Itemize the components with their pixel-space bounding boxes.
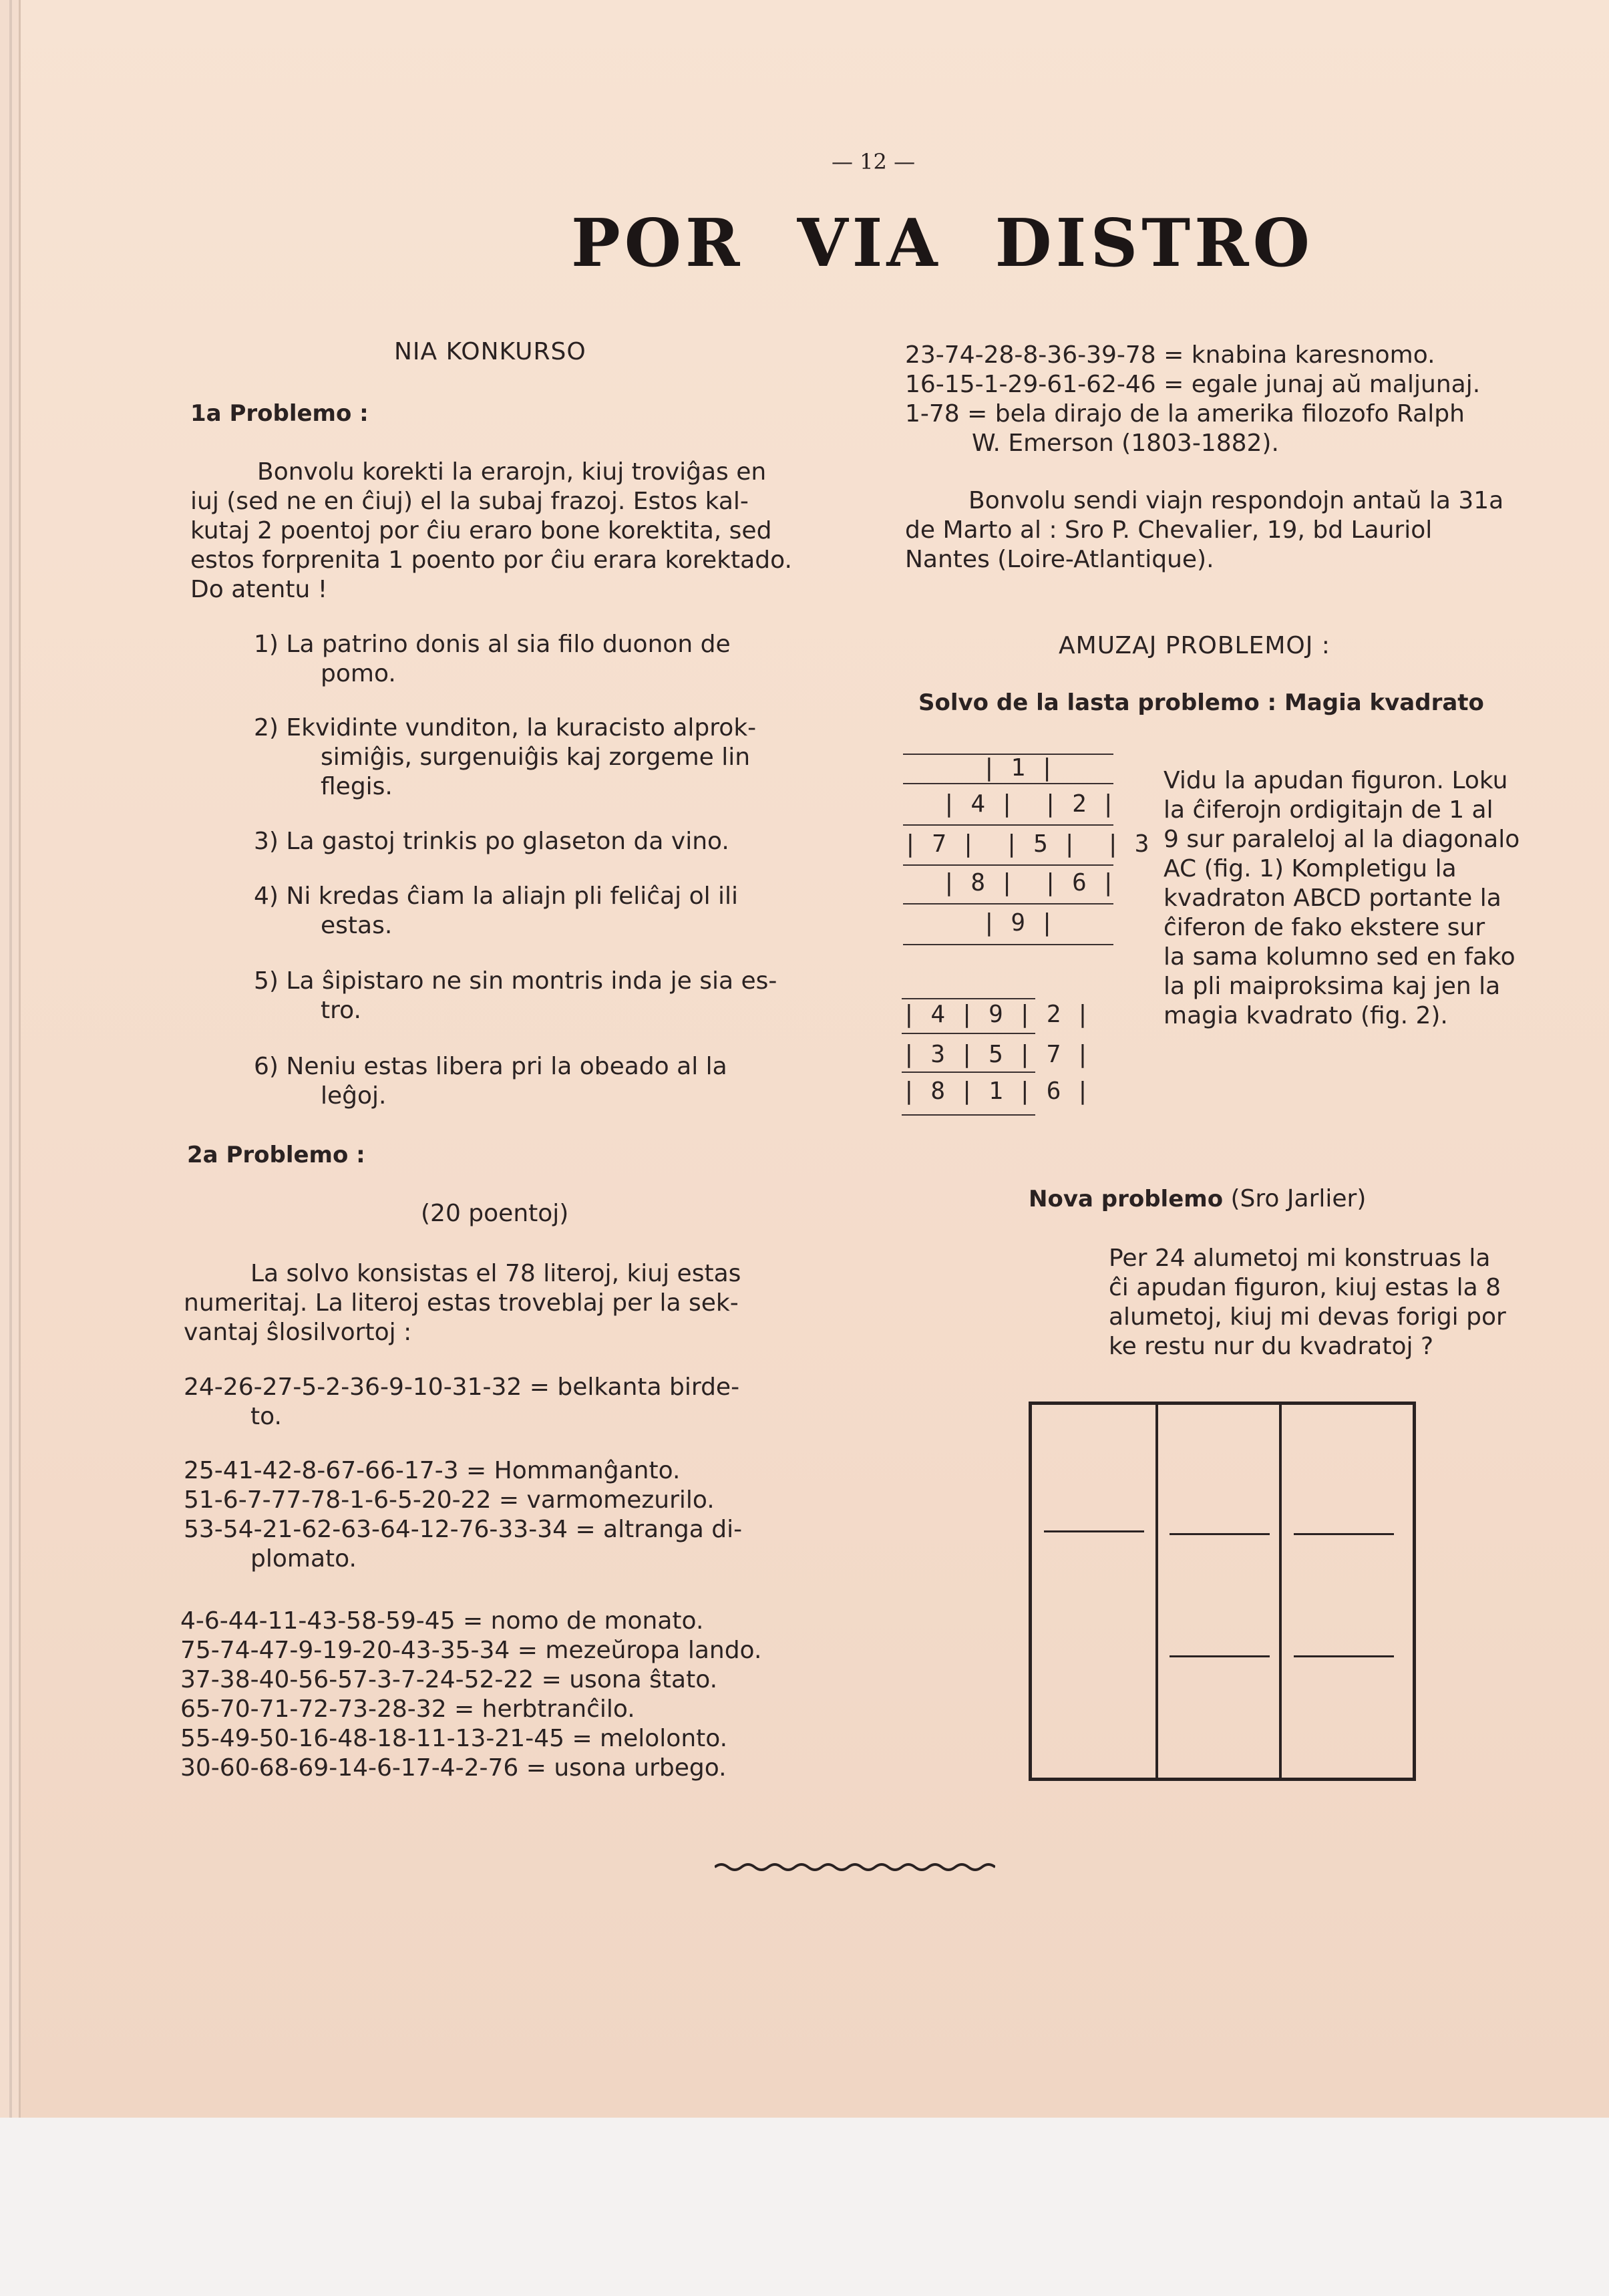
matchstick-horizontal — [1170, 1655, 1270, 1657]
text-line: ĉiferon de fako ekstere sur — [1164, 914, 1485, 941]
send-instructions — [905, 486, 1503, 575]
text-line: 23-74-28-8-36-39-78 = knabina karesnomo. — [905, 341, 1435, 369]
sentence-5 — [254, 967, 777, 1025]
magic-cell: 8 — [930, 1078, 946, 1105]
magic-cell: 3 — [930, 1041, 946, 1068]
magic-cell: 2 — [1046, 1001, 1061, 1028]
new-problem-text — [1109, 1244, 1506, 1361]
sentence-3 — [254, 827, 729, 856]
amuzaj-heading: AMUZAJ PROBLEMOJ : — [1059, 632, 1330, 659]
text-line: kvadraton ABCD portante la — [1164, 884, 1501, 912]
key-group-b — [184, 1456, 742, 1574]
text-line: 53-54-21-62-63-64-12-76-33-34 = altranga di- — [184, 1516, 743, 1543]
problem-2-heading: 2a Problemo : — [187, 1142, 365, 1168]
text-line: la pli maiproksima kaj jen la — [1164, 973, 1501, 1000]
magic-square-rule — [902, 998, 1035, 999]
text-line: 75-74-47-9-19-20-43-35-34 = mezeŭropa lando. — [180, 1637, 762, 1664]
text-line: alumetoj, kiuj mi devas forigi por — [1109, 1303, 1506, 1331]
problem-1-heading: 1a Problemo : — [190, 400, 369, 427]
figure-1-rule — [903, 864, 1113, 866]
text-line: Do atentu ! — [190, 576, 328, 603]
magic-cell: 6 — [1046, 1078, 1061, 1105]
key-group-a — [184, 1373, 739, 1432]
text-line: Nantes (Loire-Atlantique). — [905, 546, 1214, 573]
text-line: AC (fig. 1) Kompletigu la — [1164, 855, 1457, 882]
text-line: estas. — [321, 912, 393, 939]
text-line: 9 sur paraleloj al la diagonalo — [1164, 826, 1520, 853]
text-line: 6) Neniu estas libera pri la obeado al la — [254, 1053, 727, 1080]
magic-square-rule — [902, 1033, 1035, 1034]
text-line: flegis. — [321, 773, 393, 800]
text-line: Bonvolu sendi viajn respondojn antaŭ la 31a — [968, 487, 1504, 514]
text-line: 25-41-42-8-67-66-17-3 = Hommanĝanto. — [184, 1457, 681, 1484]
text-line: 4-6-44-11-43-58-59-45 = nomo de monato. — [180, 1607, 704, 1635]
problem-1-intro — [190, 458, 828, 605]
matchstick-figure — [1029, 1402, 1416, 1781]
page-edge — [9, 0, 12, 2138]
text-line: ĉi apudan figuron, kiuj estas la 8 — [1109, 1274, 1501, 1301]
figure-1-row: | 1 | — [982, 754, 1055, 782]
figure-1-row: | 4 | | 2 | — [942, 790, 1116, 818]
text-line: 5) La ŝipistaro ne sin montris inda je sia es- — [254, 967, 777, 995]
problem-2-points: (20 poentoj) — [421, 1200, 569, 1227]
new-problem-author: (Sro Jarlier) — [1230, 1185, 1367, 1212]
sentence-2 — [254, 713, 756, 802]
contest-heading: NIA KONKURSO — [394, 338, 586, 365]
text-line: Vidu la apudan figuron. Loku — [1164, 767, 1508, 794]
text-line: iuj (sed ne en ĉiuj) el la subaj frazoj. Estos kal- — [190, 488, 749, 515]
text-line: tro. — [321, 997, 361, 1024]
text-line: 1-78 = bela dirajo de la amerika filozofo Ralph — [905, 400, 1465, 428]
figure-1-row: | 9 | — [982, 909, 1055, 937]
magic-cell: 5 — [989, 1041, 1003, 1068]
magic-square-rule — [902, 1114, 1035, 1116]
matchstick-horizontal — [1170, 1533, 1270, 1535]
text-line: 37-38-40-56-57-3-7-24-52-22 = usona ŝtato. — [180, 1666, 718, 1693]
text-line: numeritaj. La literoj estas troveblaj per la sek- — [184, 1289, 739, 1317]
figure-1-rule — [903, 783, 1113, 784]
text-line: 2) Ekvidinte vunditon, la kuracisto alprok- — [254, 714, 757, 742]
text-line: simiĝis, surgenuiĝis kaj zorgeme lin — [321, 744, 751, 771]
page-title: POR VIA DISTRO — [571, 205, 1314, 282]
figure-1-rule — [903, 824, 1113, 826]
text-line: kutaj 2 poentoj por ĉiu eraro bone korektita, sed — [190, 517, 772, 544]
text-line: W. Emerson (1803-1882). — [972, 430, 1279, 457]
solution-heading: Solvo de la lasta problemo : Magia kvadrato — [918, 689, 1484, 716]
text-line: 65-70-71-72-73-28-32 = herbtranĉilo. — [180, 1695, 635, 1723]
text-line: to. — [250, 1403, 282, 1430]
text-line: La solvo konsistas el 78 literoj, kiuj estas — [250, 1260, 741, 1287]
text-line: plomato. — [250, 1545, 357, 1573]
magic-square-rule — [902, 1072, 1035, 1073]
matchstick-vertical — [1155, 1405, 1158, 1778]
text-line: Per 24 alumetoj mi konstruas la — [1109, 1245, 1491, 1272]
new-problem-label: Nova problemo — [1029, 1186, 1224, 1212]
text-line: pomo. — [321, 660, 396, 687]
magic-square-row: | 4 | 9 | 2 | — [902, 1001, 1090, 1028]
text-line: de Marto al : Sro P. Chevalier, 19, bd Lauriol — [905, 516, 1433, 544]
magic-cell: 1 — [989, 1078, 1003, 1105]
text-line: 55-49-50-16-48-18-11-13-21-45 = melolonto. — [180, 1725, 728, 1752]
magic-square-row: | 3 | 5 | 7 | — [902, 1041, 1090, 1068]
matchstick-horizontal — [1044, 1530, 1144, 1532]
text-line: estos forprenita 1 poento por ĉiu erara korektado. — [190, 546, 792, 574]
magic-square-row: | 8 | 1 | 6 | — [902, 1078, 1090, 1105]
text-line: 30-60-68-69-14-6-17-4-2-76 = usona urbego. — [180, 1754, 727, 1782]
text-line: vantaj ŝlosilvortoj : — [184, 1319, 412, 1346]
matchstick-horizontal — [1294, 1655, 1394, 1657]
text-line: ke restu nur du kvadratoj ? — [1109, 1333, 1434, 1360]
magic-cell: 9 — [989, 1001, 1003, 1028]
text-line: 51-6-7-77-78-1-6-5-20-22 = varmomezurilo. — [184, 1486, 715, 1514]
text-line: 24-26-27-5-2-36-9-10-31-32 = belkanta birde- — [184, 1373, 740, 1401]
text-line: magia kvadrato (fig. 2). — [1164, 1002, 1448, 1029]
figure-1-rule — [903, 944, 1113, 945]
sentence-6 — [254, 1052, 727, 1111]
figure-1-row: | 7 | | 5 | | 3 — [903, 830, 1149, 858]
new-problem-heading — [1029, 1184, 1366, 1214]
scan-background — [0, 2118, 1609, 2296]
solution-text — [1164, 766, 1541, 1031]
problem-2-intro — [184, 1259, 825, 1347]
text-line: leĝoj. — [321, 1082, 387, 1110]
matchstick-horizontal — [1294, 1533, 1394, 1535]
text-line: 4) Ni kredas ĉiam la aliajn pli feliĉaj ol ili — [254, 882, 739, 910]
decorative-divider — [715, 1860, 995, 1874]
sentence-1 — [254, 630, 731, 689]
text-line: la ĉiferojn ordigitajn de 1 al — [1164, 796, 1493, 824]
sentence-4 — [254, 882, 738, 941]
matchstick-vertical — [1279, 1405, 1282, 1778]
text-line: Bonvolu korekti la erarojn, kiuj troviĝas en — [257, 458, 767, 486]
page-number: — 12 — — [832, 149, 916, 174]
text-line: la sama kolumno sed en fako — [1164, 943, 1515, 971]
text-line: 3) La gastoj trinkis po glaseton da vino. — [254, 828, 729, 855]
magic-cell: 4 — [930, 1001, 946, 1028]
text-line: 1) La patrino donis al sia filo duonon de — [254, 631, 731, 658]
magic-cell: 7 — [1046, 1041, 1061, 1068]
key-group-c — [180, 1607, 761, 1783]
key-group-continued — [905, 341, 1480, 458]
text-line: 16-15-1-29-61-62-46 = egale junaj aŭ maljunaj. — [905, 371, 1481, 398]
figure-1-row: | 8 | | 6 | — [942, 869, 1116, 896]
figure-1-rule — [903, 903, 1113, 905]
